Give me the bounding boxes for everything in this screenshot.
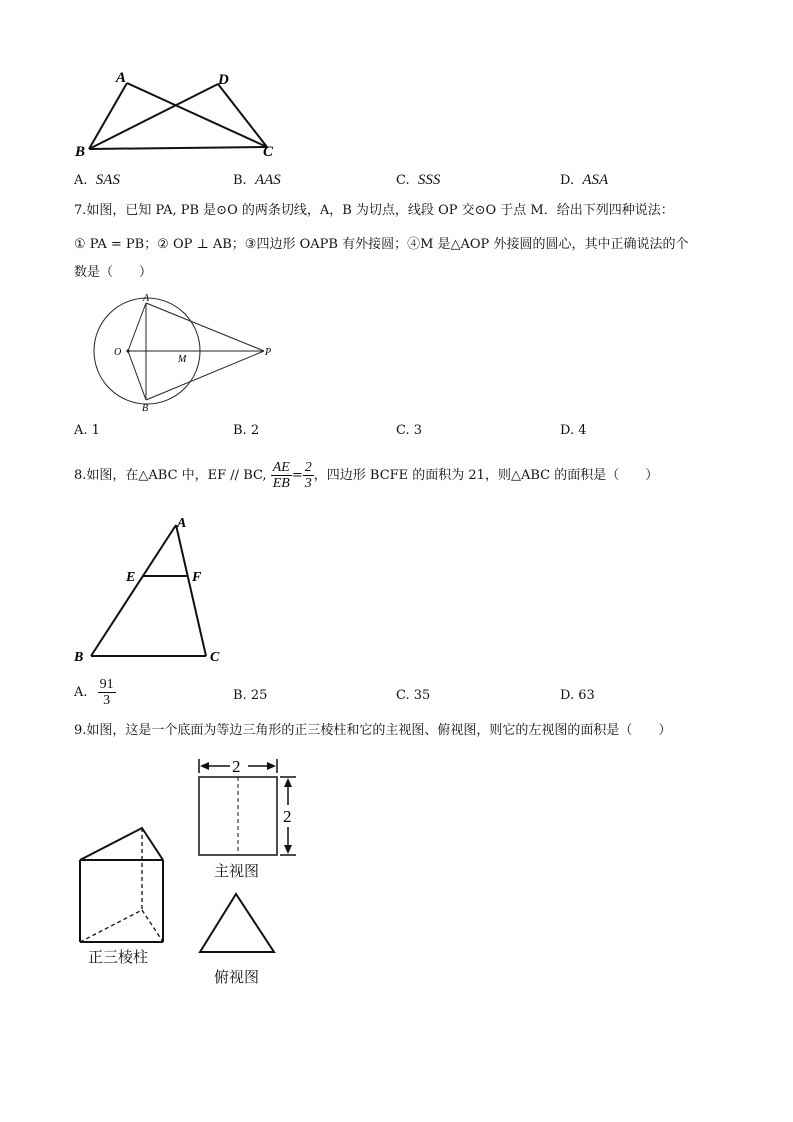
q8-label-f: F: [192, 570, 202, 585]
q9-front-caption: 主视图: [214, 862, 260, 880]
q8-option-b: [233, 688, 267, 703]
q8-option-c-text: 35: [413, 688, 431, 703]
q8-option-a-denominator: 3: [103, 693, 111, 708]
q6-segment-ac: [127, 83, 267, 147]
q8-fraction2-numerator: 2: [304, 460, 312, 475]
q8-stem-pre: 8.如图，在△ABC 中，EF // BC,: [74, 468, 267, 483]
q9-prism-hidden-bottom-right: [142, 910, 163, 942]
q8-fraction-ae-eb: [271, 460, 292, 491]
q7-option-b: [233, 423, 259, 438]
q8-option-d-letter: D.: [560, 688, 575, 703]
q7-stem-line1: 7.如图，已知 PA, PB 是⊙O 的两条切线，A，B 为切点，线段 OP 交⊙O 于点 M．给出下列四种说法：: [74, 203, 674, 218]
q7-option-c-text: 3: [413, 423, 423, 438]
q9-width-arrowhead-left: [200, 762, 209, 770]
q7-label-b: B: [142, 403, 149, 414]
q9-width-arrowhead-right: [267, 762, 276, 770]
q6-option-c: [396, 172, 440, 189]
q7-option-a: [74, 423, 100, 438]
q8-stem: [74, 458, 658, 494]
q8-label-a: A: [177, 516, 187, 531]
q8-option-a-fraction: [98, 677, 116, 708]
q8-segment-ab: [91, 525, 176, 656]
q8-option-a: [74, 677, 116, 708]
q6-label-c: C: [263, 144, 274, 160]
q7-segment-pb: [146, 351, 264, 400]
q7-option-d-text: 4: [578, 423, 587, 438]
q8-option-d: [560, 688, 595, 703]
q6-label-d: D: [218, 72, 229, 88]
q8-option-b-text: 25: [250, 688, 268, 703]
q7-option-b-text: 2: [250, 423, 260, 438]
q7-option-d-letter: D.: [560, 423, 575, 438]
q6-option-d-letter: D.: [560, 173, 575, 188]
q7-option-a-letter: A.: [74, 423, 88, 438]
q7-stem-line2: ① PA = PB；② OP ⊥ AB；③四边形 OAPB 有外接圆；④M 是△AOP 外接圆的圆心，其中正确说法的个: [74, 237, 689, 252]
q8-option-a-letter: A.: [74, 685, 88, 700]
q8-fraction-2-3: [303, 460, 314, 491]
q7-segment-pa: [146, 303, 264, 351]
q8-figure: [70, 512, 230, 667]
q6-option-a: [74, 172, 120, 189]
q7-label-p: P: [265, 347, 272, 358]
q9-stem: 9.如图，这是一个底面为等边三角形的正三棱柱和它的主视图、俯视图，则它的左视图的面积是（ ）: [74, 723, 672, 738]
q7-option-b-letter: B.: [233, 423, 247, 438]
q7-label-a: A: [143, 293, 150, 304]
q8-label-c: C: [210, 650, 220, 665]
q9-top-caption: 俯视图: [214, 968, 260, 986]
q9-top-view-triangle: [200, 894, 274, 952]
q9-prism-caption: 正三棱柱: [88, 948, 149, 966]
q9-width-label: 2: [232, 757, 241, 776]
q7-option-a-text: 1: [91, 423, 100, 438]
q6-segment-dc: [218, 84, 267, 147]
q9-height-arrowhead-bottom: [284, 845, 292, 854]
q6-option-b-text: AAS: [254, 172, 281, 188]
q7-segment-ob: [128, 351, 146, 400]
q8-segment-ac: [176, 525, 206, 656]
q6-label-b: B: [75, 144, 86, 160]
q6-option-d: [560, 172, 608, 189]
q7-segment-oa: [128, 303, 146, 351]
q8-equals: =: [291, 468, 303, 483]
q8-label-e: E: [126, 570, 136, 585]
q8-option-a-numerator: 91: [99, 677, 114, 692]
q8-option-b-letter: B.: [233, 688, 247, 703]
q9-height-label: 2: [283, 807, 292, 826]
q8-stem-post: ，四边形 BCFE 的面积为 21，则△ABC 的面积是（ ）: [313, 468, 659, 483]
q7-option-c: [396, 423, 422, 438]
q6-option-a-letter: A.: [74, 173, 88, 188]
q6-figure: [70, 66, 285, 161]
q8-fraction1-numerator: AE: [272, 460, 290, 475]
q8-label-b: B: [74, 650, 84, 665]
q6-option-a-text: SAS: [95, 172, 120, 188]
q9-prism-top-face: [80, 828, 163, 860]
q8-option-d-text: 63: [578, 688, 595, 703]
q8-fraction2-denominator: 3: [304, 476, 312, 491]
q7-option-d: [560, 423, 587, 438]
q6-option-d-text: ASA: [582, 172, 609, 188]
q9-height-arrowhead-top: [284, 778, 292, 787]
q7-label-o: O: [114, 347, 122, 358]
q7-option-c-letter: C.: [396, 423, 410, 438]
q6-option-c-text: SSS: [417, 172, 441, 188]
q7-figure: [70, 290, 285, 415]
q8-fraction1-denominator: EB: [272, 476, 290, 491]
q9-front-view-figure: [190, 755, 305, 860]
q6-label-a: A: [116, 70, 127, 86]
q6-segment-bc: [89, 147, 267, 149]
q6-option-b: [233, 172, 281, 189]
q9-prism-hidden-bottom-left: [80, 910, 142, 942]
q8-option-c: [396, 688, 430, 703]
q9-top-view-figure: [192, 888, 282, 958]
q7-point-o: [126, 349, 129, 352]
q9-prism-figure: [70, 820, 180, 950]
q6-option-b-letter: B.: [233, 173, 247, 188]
q7-stem-line3: 数是（ ）: [74, 265, 153, 280]
q7-label-m: M: [178, 354, 187, 365]
q6-option-c-letter: C.: [396, 173, 410, 188]
q8-option-c-letter: C.: [396, 688, 410, 703]
